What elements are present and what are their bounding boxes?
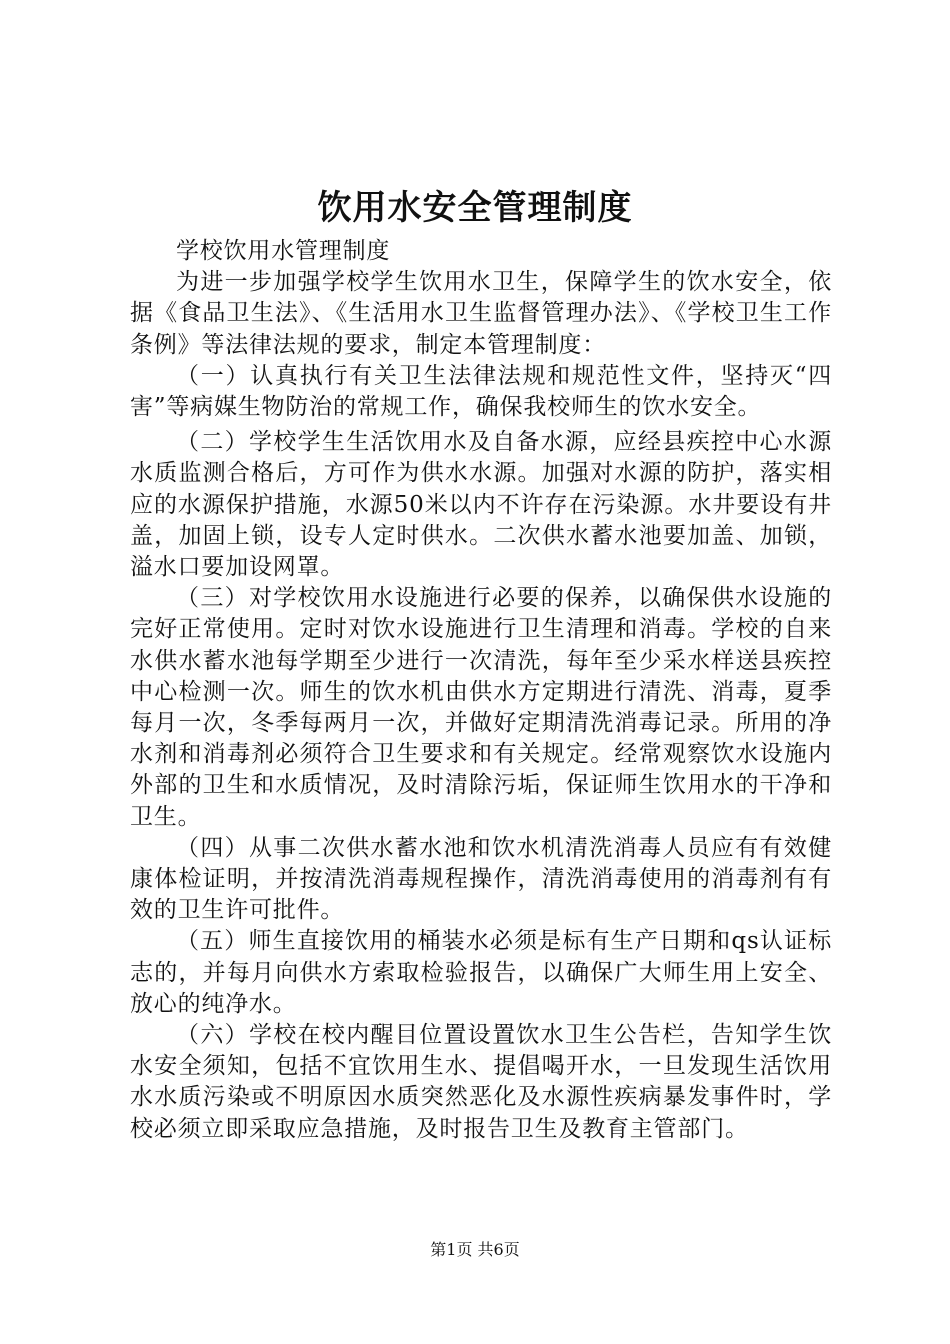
document-body [130, 236, 832, 1145]
clause-2-paragraph: （二）学校学生生活饮用水及自备水源，应经县疾控中心水源水质监测合格后，方可作为供水水源。加强对水源的防护，落实相应的水源保护措施，水源50米以内不许存在污染源。水井要设有井盖，加固上锁，设专人定时供水。二次供水蓄水池要加盖、加锁，溢水口要加设网罩。 [130, 429, 832, 581]
section-heading: 学校饮用水管理制度 [176, 238, 391, 264]
clause-3-paragraph: （三）对学校饮用水设施进行必要的保养，以确保供水设施的完好正常使用。定时对饮水设施进行卫生清理和消毒。学校的自来水供水蓄水池每学期至少进行一次清洗，每年至少采水样送县疾控中心检测一次。师生的饮水机由供水方定期进行清洗、消毒，夏季每月一次，冬季每两月一次，并做好定期清洗消毒记录。所用的净水剂和消毒剂必须符合卫生要求和有关规定。经常观察饮水设施内外部的卫生和水质情况，及时清除污垢，保证师生饮用水的干净和卫生。 [130, 585, 832, 830]
document-title: 饮用水安全管理制度 [317, 188, 633, 228]
clause-4-paragraph: （四）从事二次供水蓄水池和饮水机清洗消毒人员应有有效健康体检证明，并按清洗消毒规程操作，清洗消毒使用的消毒剂有有效的卫生许可批件。 [130, 834, 832, 924]
page-number: 第1页 共6页 [430, 1240, 520, 1259]
clause-6-paragraph: （六）学校在校内醒目位置设置饮水卫生公告栏，告知学生饮水安全须知，包括不宜饮用生水、提倡喝开水，一旦发现生活饮用水水质污染或不明原因水质突然恶化及水源性疾病暴发事件时，学校必须立即采取应急措施，及时报告卫生及教育主管部门。 [130, 1022, 832, 1142]
clause-5-paragraph: （五）师生直接饮用的桶装水必须是标有生产日期和qs认证标志的，并每月向供水方索取检验报告，以确保广大师生用上安全、放心的纯净水。 [130, 928, 832, 1017]
intro-paragraph: 为进一步加强学校学生饮用水卫生，保障学生的饮水安全，依据《食品卫生法》、《生活用水卫生监督管理办法》、《学校卫生工作条例》等法律法规的要求，制定本管理制度： [130, 269, 832, 358]
clause-1-paragraph: （一）认真执行有关卫生法律法规和规范性文件，坚持灭“四害”等病媒生物防治的常规工作，确保我校师生的饮水安全。 [130, 362, 832, 421]
